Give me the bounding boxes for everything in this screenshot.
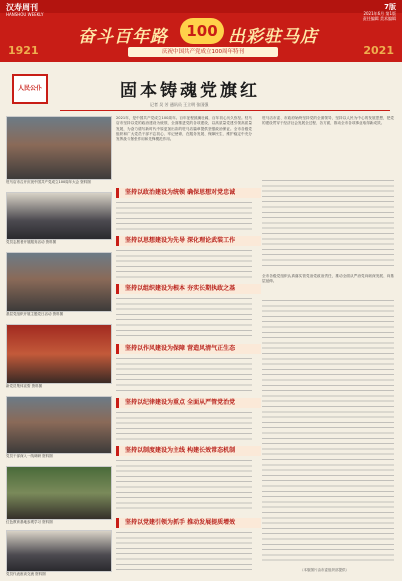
photo-caption: 党员代表座谈交流 资料图 <box>6 572 46 576</box>
body-text-block <box>116 250 252 280</box>
banner-right-text: 出彩驻马店 <box>228 27 318 47</box>
photo-volunteers <box>6 192 112 240</box>
section-heading: 坚持以纪律建设为重点 全面从严管党治党 <box>116 398 261 408</box>
body-text-block <box>116 298 252 338</box>
photo-caption: 党员志愿者开展服务活动 资料图 <box>6 240 57 244</box>
section-heading: 坚持以作风建设为保障 营造风清气正生态 <box>116 344 261 354</box>
body-text-block <box>116 202 252 232</box>
title-divider <box>60 110 390 111</box>
body-text-block <box>116 412 252 442</box>
body-text-mid: 全市各级党组织认真落实管党治党政治责任，推动全面从严治党向纵深发展、向基层延伸。 <box>262 274 394 284</box>
body-text-block <box>262 180 394 270</box>
body-text-block <box>116 460 252 510</box>
article-title: 固本铸魂党旗红 <box>120 81 260 101</box>
photo-conference <box>6 116 112 180</box>
page-number: 7版 <box>384 3 396 11</box>
photo-caption: 基层党组织开展主题党日活动 资料图 <box>6 312 64 316</box>
footer-note: （本版图片由市委组织部提供） <box>300 568 349 572</box>
photo-caption: 红色教育基地参观学习 资料图 <box>6 520 53 524</box>
section-heading: 坚持以制度建设为主线 构建长效常态机制 <box>116 446 261 456</box>
photo-research <box>6 396 112 454</box>
photo-caption: 党员干部深入一线调研 资料图 <box>6 454 53 458</box>
section-heading: 坚持以政治建设为统领 确保思想对党忠诚 <box>116 188 261 198</box>
photo-caption: 驻马店市召开庆祝中国共产党成立100周年大会 资料图 <box>6 180 91 184</box>
year-end: 2021 <box>363 44 394 57</box>
intro-text-right: 驻马店市委、市政府始终坚持党的全面领导，坚持以人民为中心的发展思想，把党的建设贯穿于经济社会发展全过程、各方面，推动全市各项事业取得新成效。 <box>262 116 394 126</box>
section-heading: 坚持以组织建设为根本 夯实长期执政之基 <box>116 284 261 294</box>
column-tag: 庆祝中国共产党成立100周年特刊 <box>128 47 278 57</box>
body-text-block <box>262 300 394 562</box>
article-byline: 记者 吴 芳 通讯员 王立明 张国强 <box>150 102 209 107</box>
column-seal: 人民公仆 <box>12 74 48 104</box>
body-text-block <box>116 532 252 572</box>
paper-name: 汉寿周刊 <box>6 3 38 12</box>
masthead-top-bar <box>0 0 402 13</box>
photo-party-day <box>6 252 112 312</box>
photo-oath <box>6 324 112 384</box>
centenary-badge: 100 <box>180 18 224 44</box>
banner-left-text: 奋斗百年路 <box>78 27 168 47</box>
year-start: 1921 <box>8 44 39 57</box>
intro-text: 2021年，是中国共产党成立100周年。百年征程波澜壮阔，百年初心历久弥坚。驻马店市坚持以党的政治建设为统领，全面推进党的各项建设，以高质量党建引领高质量发展，为奋力谱写新时代中原更加出彩的驻马店篇章提供坚强政治保证。全市各级党组织和广大党员干部不忘初心、牢记使命，在服务发展、保障民生、维护稳定中充分发挥战斗堡垒作用和先锋模范作用。 <box>116 116 252 142</box>
section-heading: 坚持以思想建设为先导 深化理论武装工作 <box>116 236 261 246</box>
date-info: 2021年6月 第1版 责任编辑 美术编辑 <box>362 11 396 21</box>
photo-forum <box>6 530 112 572</box>
photo-red-base <box>6 466 112 520</box>
body-text-block <box>116 358 252 394</box>
photo-caption: 新党员集体宣誓 资料图 <box>6 384 43 388</box>
paper-subtitle: HANSHOU WEEKLY <box>6 12 44 17</box>
section-heading: 坚持以党建引领为抓手 推动发展提质增效 <box>116 518 261 528</box>
